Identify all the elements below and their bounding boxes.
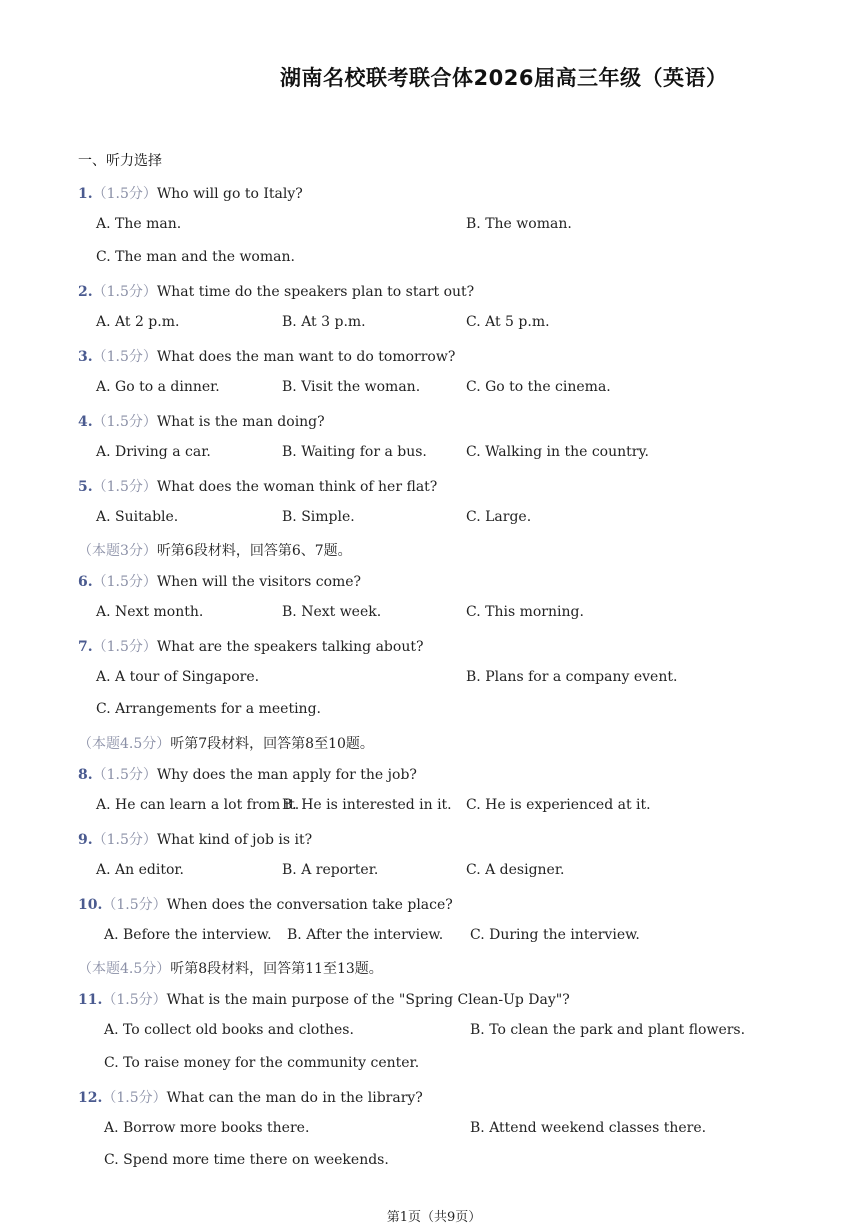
question-text: Why does the man apply for the job? — [156, 767, 417, 783]
option-b: B. Plans for a company event. — [466, 669, 678, 685]
option-c: C. During the interview. — [470, 927, 640, 943]
question-number: 12. — [78, 1090, 103, 1106]
option-c: C. This morning. — [466, 604, 584, 620]
section-note — [78, 733, 374, 753]
option-b: B. Next week. — [282, 604, 382, 620]
question-score: （1.5分） — [92, 574, 157, 590]
note-score: （本题4.5分） — [78, 961, 171, 977]
question-score: （1.5分） — [102, 1090, 167, 1106]
question-number: 4. — [78, 414, 93, 430]
option-b: B. Attend weekend classes there. — [470, 1120, 707, 1136]
option-b: B. Simple. — [282, 509, 355, 525]
page-footer: 第1页（共9页） — [386, 1210, 482, 1225]
question-10 — [78, 894, 453, 914]
question-text: What can the man do in the library? — [166, 1090, 423, 1106]
option-b: B. He is interested in it. — [282, 797, 452, 813]
option-c: C. He is experienced at it. — [466, 797, 651, 813]
option-b: B. After the interview. — [287, 927, 444, 943]
option-a: A. He can learn a lot from it. — [96, 797, 300, 813]
question-score: （1.5分） — [92, 414, 157, 430]
question-text: What kind of job is it? — [156, 832, 313, 848]
question-9 — [78, 829, 312, 849]
option-a: A. Driving a car. — [96, 444, 211, 460]
question-score: （1.5分） — [92, 832, 157, 848]
option-c: C. A designer. — [466, 862, 565, 878]
option-a: A. Borrow more books there. — [104, 1120, 310, 1136]
option-c: C. Walking in the country. — [466, 444, 649, 460]
option-a: A. Go to a dinner. — [96, 379, 220, 395]
question-score: （1.5分） — [92, 349, 157, 365]
question-number: 9. — [78, 832, 93, 848]
note-text: 听第8段材料，回答第11至13题。 — [170, 961, 383, 977]
note-score: （本题3分） — [78, 543, 157, 559]
question-8 — [78, 764, 417, 784]
option-c: C. Large. — [466, 509, 532, 525]
question-text: What are the speakers talking about? — [156, 639, 424, 655]
question-score: （1.5分） — [92, 479, 157, 495]
option-c: C. Go to the cinema. — [466, 379, 611, 395]
section-note — [78, 540, 352, 560]
question-number: 2. — [78, 284, 93, 300]
section-note — [78, 958, 383, 978]
page-title: 湖南名校联考联合体2026届高三年级（英语） — [280, 66, 728, 90]
option-c: C. Spend more time there on weekends. — [104, 1152, 389, 1168]
question-score: （1.5分） — [102, 897, 167, 913]
question-5 — [78, 476, 437, 496]
question-text: What is the main purpose of the "Spring Clean-Up Day"? — [166, 992, 570, 1008]
option-a: A. At 2 p.m. — [96, 314, 180, 330]
question-number: 11. — [78, 992, 103, 1008]
question-score: （1.5分） — [92, 639, 157, 655]
question-text: What is the man doing? — [156, 414, 325, 430]
question-number: 8. — [78, 767, 93, 783]
note-score: （本题4.5分） — [78, 736, 171, 752]
option-b: B. A reporter. — [282, 862, 379, 878]
question-score: （1.5分） — [92, 186, 157, 202]
question-number: 3. — [78, 349, 93, 365]
section-heading: 一、听力选择 — [78, 153, 162, 169]
question-7 — [78, 636, 423, 656]
option-a: A. An editor. — [96, 862, 184, 878]
option-a: A. To collect old books and clothes. — [104, 1022, 354, 1038]
question-number: 10. — [78, 897, 103, 913]
option-b: B. At 3 p.m. — [282, 314, 366, 330]
option-c: C. Arrangements for a meeting. — [96, 701, 321, 717]
question-number: 1. — [78, 186, 93, 202]
question-1 — [78, 183, 303, 203]
option-a: A. Suitable. — [96, 509, 179, 525]
option-c: C. To raise money for the community center. — [104, 1055, 420, 1071]
question-score: （1.5分） — [102, 992, 167, 1008]
question-score: （1.5分） — [92, 767, 157, 783]
option-a: A. Next month. — [96, 604, 204, 620]
question-score: （1.5分） — [92, 284, 157, 300]
question-text: What time do the speakers plan to start out? — [156, 284, 475, 300]
question-text: Who will go to Italy? — [156, 186, 303, 202]
option-b: B. Waiting for a bus. — [282, 444, 427, 460]
question-11 — [78, 989, 570, 1009]
option-a: A. The man. — [96, 216, 182, 232]
question-text: What does the woman think of her flat? — [156, 479, 438, 495]
question-text: What does the man want to do tomorrow? — [156, 349, 456, 365]
option-a: A. Before the interview. — [104, 927, 272, 943]
question-text: When will the visitors come? — [156, 574, 362, 590]
question-12 — [78, 1087, 423, 1107]
option-b: B. To clean the park and plant flowers. — [470, 1022, 746, 1038]
option-c: C. The man and the woman. — [96, 249, 295, 265]
note-text: 听第7段材料，回答第8至10题。 — [170, 736, 374, 752]
question-number: 7. — [78, 639, 93, 655]
option-b: B. Visit the woman. — [282, 379, 421, 395]
note-text: 听第6段材料，回答第6、7题。 — [156, 543, 352, 559]
question-number: 5. — [78, 479, 93, 495]
question-4 — [78, 411, 325, 431]
question-3 — [78, 346, 455, 366]
question-6 — [78, 571, 361, 591]
question-number: 6. — [78, 574, 93, 590]
option-c: C. At 5 p.m. — [466, 314, 550, 330]
option-b: B. The woman. — [466, 216, 572, 232]
question-text: When does the conversation take place? — [166, 897, 453, 913]
option-a: A. A tour of Singapore. — [96, 669, 260, 685]
question-2 — [78, 281, 474, 301]
